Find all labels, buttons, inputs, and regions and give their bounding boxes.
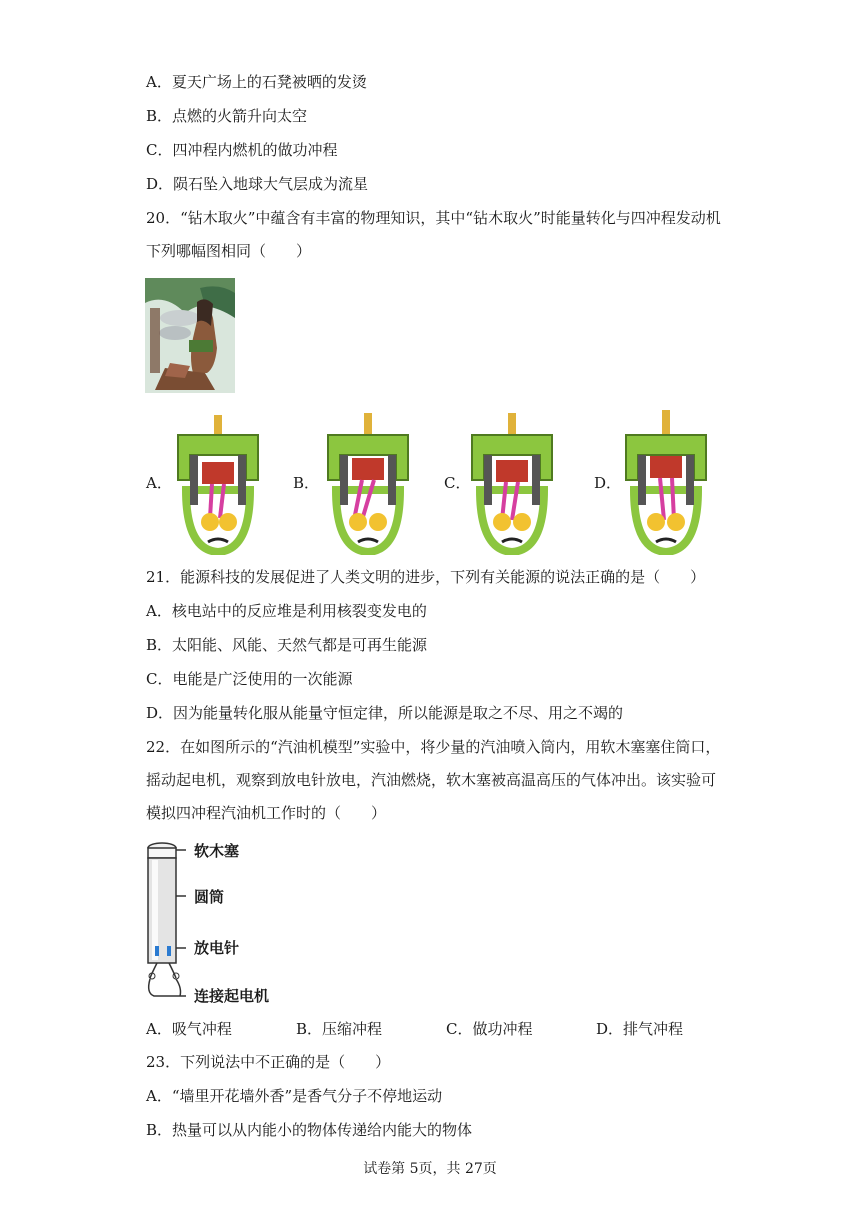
q22-option-b: B．压缩冲程 xyxy=(296,1020,383,1038)
engine-label-b: B． xyxy=(293,474,320,492)
label-cork: 软木塞 xyxy=(194,842,240,860)
engine-label-a: A． xyxy=(146,474,172,492)
q21-option-c: C．电能是广泛使用的一次能源 xyxy=(146,670,353,688)
q23-option-b: B．热量可以从内能小的物体传递给内能大的物体 xyxy=(146,1121,473,1139)
q22-stem-line2: 摇动起电机，观察到放电针放电，汽油燃烧，软木塞被高温高压的气体冲出。该实验可 xyxy=(146,771,717,789)
engine-diagram-d xyxy=(616,410,716,555)
q19-option-d: D．陨石坠入地球大气层成为流星 xyxy=(146,175,369,193)
q22-option-d: D．排气冲程 xyxy=(596,1020,684,1038)
engine-diagram-c xyxy=(462,410,562,555)
q21-stem: 21．能源科技的发展促进了人类文明的进步，下列有关能源的说法正确的是（ ） xyxy=(146,568,706,586)
q21-option-d: D．因为能量转化服从能量守恒定律，所以能源是取之不尽、用之不竭的 xyxy=(146,704,624,722)
q20-stem-line2: 下列哪幅图相同（ ） xyxy=(146,242,312,260)
engine-label-d: D． xyxy=(594,474,622,492)
q19-option-b: B．点燃的火箭升向太空 xyxy=(146,107,308,125)
label-tube: 圆筒 xyxy=(194,888,225,906)
q22-options xyxy=(146,1018,706,1038)
label-discharge-needle: 放电针 xyxy=(194,939,240,957)
fire-drilling-illustration xyxy=(145,278,235,393)
q22-stem-line1: 22．在如图所示的“汽油机模型”实验中，将少量的汽油喷入筒内，用软木塞塞住筒口， xyxy=(146,738,721,756)
q21-option-a: A．核电站中的反应堆是利用核裂变发电的 xyxy=(146,602,427,620)
gasoline-engine-model-diagram xyxy=(140,838,290,1003)
engine-diagram-a xyxy=(168,410,268,555)
q21-option-b: B．太阳能、风能、天然气都是可再生能源 xyxy=(146,636,428,654)
page-footer: 试卷第 5页，共 27页 xyxy=(363,1161,497,1177)
engine-diagram-b xyxy=(318,410,418,555)
q23-stem: 23．下列说法中不正确的是（ ） xyxy=(146,1053,391,1071)
q20-stem-line1: 20．“钻木取火”中蕴含有丰富的物理知识，其中“钻木取火”时能量转化与四冲程发动机 xyxy=(146,209,721,227)
q19-option-c: C．四冲程内燃机的做功冲程 xyxy=(146,141,338,159)
q22-option-c: C．做功冲程 xyxy=(446,1020,533,1038)
engine-label-c: C． xyxy=(444,474,471,492)
q22-option-a: A．吸气冲程 xyxy=(146,1020,232,1038)
q23-option-a: A．“墙里开花墙外香”是香气分子不停地运动 xyxy=(146,1087,443,1105)
q22-stem-line3: 模拟四冲程汽油机工作时的（ ） xyxy=(146,804,387,822)
label-generator: 连接起电机 xyxy=(194,987,270,1005)
q19-option-a: A．夏天广场上的石凳被晒的发烫 xyxy=(146,73,367,91)
